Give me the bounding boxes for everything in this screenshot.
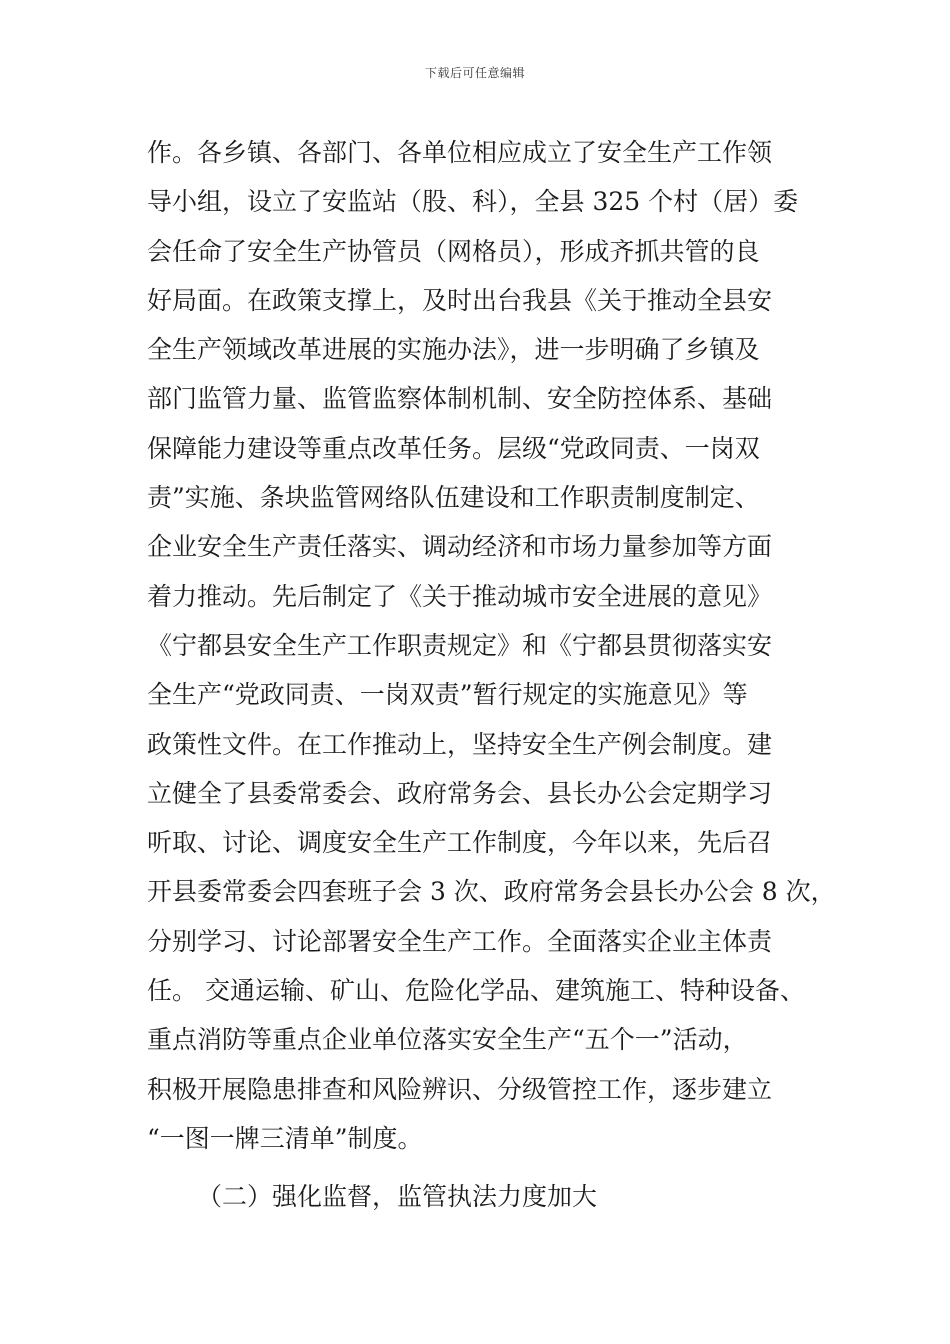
text-line: 分别学习、讨论部署安全生产工作。全面落实企业主体责 [147, 926, 773, 956]
text-line: 重点消防等重点企业单位落实安全生产“五个一”活动， [147, 1025, 748, 1055]
text-line: 全生产领域改革进展的实施办法》，进一步明确了乡镇及 [147, 335, 760, 365]
body-text [147, 128, 847, 1163]
text-line: 责”实施、条块监管网络队伍建设和工作职责制度制定、 [147, 483, 760, 513]
text-line: 作。各乡镇、各部门、各单位相应成立了安全生产工作领 [147, 138, 773, 167]
text-line: 积极开展隐患排查和风险辨识、分级管控工作，逐步建立 [147, 1074, 773, 1104]
text-line: 会任命了安全生产协管员（网格员），形成齐抓共管的良 [147, 236, 760, 266]
text-line: 全生产“党政同责、一岗双责”暂行规定的实施意见》等 [147, 680, 748, 710]
section-heading: （二）强化监督，监管执法力度加大 [197, 1182, 598, 1211]
text-line: 导小组，设立了安监站（股、科），全县 325 个村（居）委 [147, 187, 799, 217]
text-line: 企业安全生产责任落实、调动经济和市场力量参加等方面 [147, 532, 773, 562]
page-header: 下载后可任意编辑 [424, 66, 525, 80]
text-line: 部门监管力量、监管监察体制机制、安全防控体系、基础 [147, 384, 773, 414]
text-line: 政策性文件。在工作推动上，坚持安全生产例会制度。建 [147, 729, 773, 759]
text-line: 立健全了县委常委会、政府常务会、县长办公会定期学习 [147, 778, 773, 808]
text-line: “一图一牌三清单”制度。 [147, 1123, 423, 1153]
text-line: 听取、讨论、调度安全生产工作制度，今年以来，先后召 [147, 828, 773, 858]
text-line: 着力推动。先后制定了《关于推动城市安全进展的意见》 [147, 581, 773, 611]
text-line: 保障能力建设等重点改革任务。层级“党政同责、一岗双 [147, 433, 760, 463]
text-line: 任。 交通运输、矿山、危险化学品、建筑施工、特种设备、 [147, 976, 805, 1006]
text-line: 开县委常委会四套班子会 3 次、政府常务会县长办公会 8 次， [147, 877, 836, 907]
text-line: 《宁都县安全生产工作职责规定》和《宁都县贯彻落实安 [147, 630, 773, 660]
text-line: 好局面。在政策支撑上，及时出台我县《关于推动全县安 [147, 285, 773, 315]
